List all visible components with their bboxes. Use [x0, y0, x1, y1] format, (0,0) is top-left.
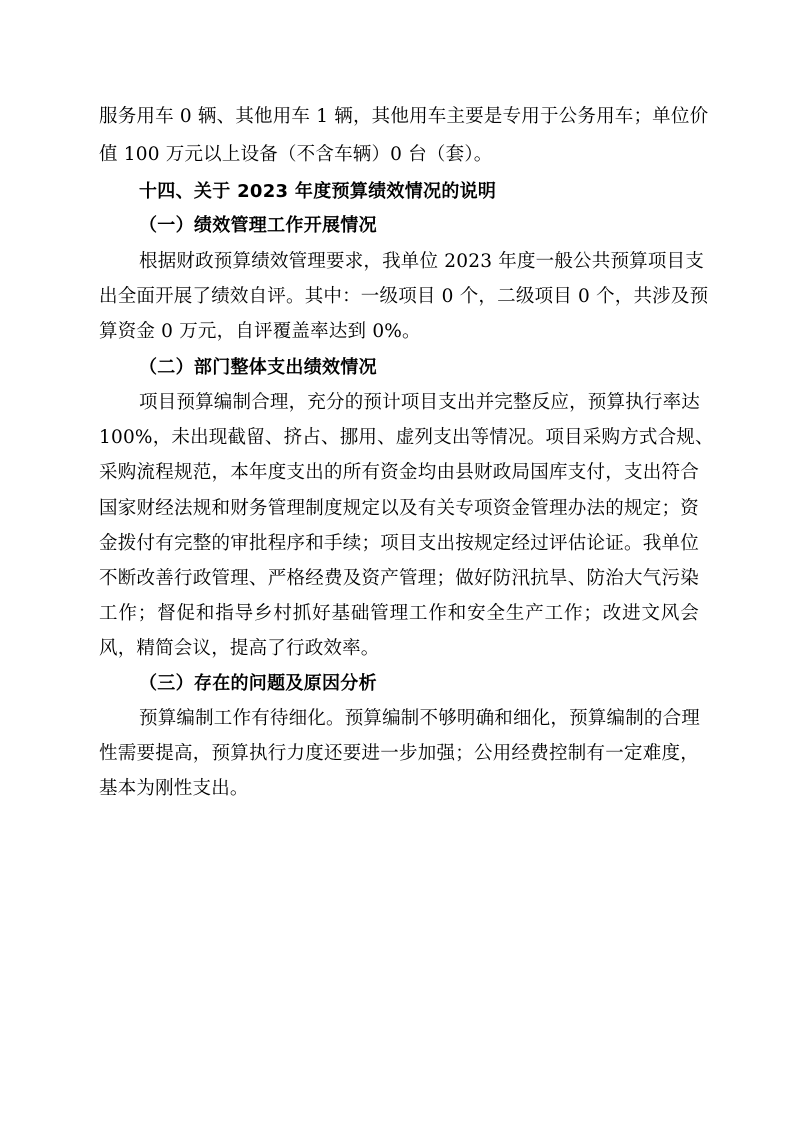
intro-line-2: 值 100 万元以上设备（不含车辆）0 台（套）。	[99, 144, 493, 165]
subsection-2-line-6: 不断改善行政管理、严格经费及资产管理；做好防汛抗旱、防治大气污染	[99, 568, 699, 589]
section-heading: 十四、关于 2023 年度预算绩效情况的说明	[139, 181, 497, 202]
intro-line-1: 服务用车 0 辆、其他用车 1 辆，其他用车主要是专用于公务用车；单位价	[99, 106, 709, 127]
subsection-3-line-1: 预算编制工作有待细化。预算编制不够明确和细化，预算编制的合理	[139, 708, 701, 729]
subsection-1-line-1: 根据财政预算绩效管理要求，我单位 2023 年度一般公共预算项目支	[139, 251, 704, 272]
subsection-2-line-1: 项目预算编制合理，充分的预计项目支出并完整反应，预算执行率达	[139, 392, 701, 413]
subsection-2-line-7: 工作；督促和指导乡村抓好基础管理工作和安全生产工作；改进文风会	[99, 603, 699, 624]
subsection-3-line-2: 性需要提高，预算执行力度还要进一步加强；公用经费控制有一定难度，	[99, 743, 699, 764]
subsection-2-heading: （二）部门整体支出绩效情况	[139, 357, 377, 378]
subsection-1-heading: （一）绩效管理工作开展情况	[139, 215, 377, 236]
subsection-3-line-3: 基本为刚性支出。	[99, 778, 249, 799]
subsection-2-line-3: 采购流程规范，本年度支出的所有资金均由县财政局国库支付，支出符合	[99, 462, 699, 483]
subsection-2-line-5: 金拨付有完整的审批程序和手续；项目支出按规定经过评估论证。我单位	[99, 533, 699, 554]
subsection-2-line-4: 国家财经法规和财务管理制度规定以及有关专项资金管理办法的规定；资	[99, 498, 699, 519]
subsection-1-line-3: 算资金 0 万元，自评覆盖率达到 0%。	[99, 321, 421, 342]
subsection-2-line-2: 100%，未出现截留、挤占、挪用、虚列支出等情况。项目采购方式合规、	[99, 427, 714, 448]
subsection-1-line-2: 出全面开展了绩效自评。其中：一级项目 0 个，二级项目 0 个，共涉及预	[99, 286, 709, 307]
subsection-3-heading: （三）存在的问题及原因分析	[139, 673, 377, 694]
subsection-2-line-8: 风，精简会议，提高了行政效率。	[99, 638, 380, 659]
